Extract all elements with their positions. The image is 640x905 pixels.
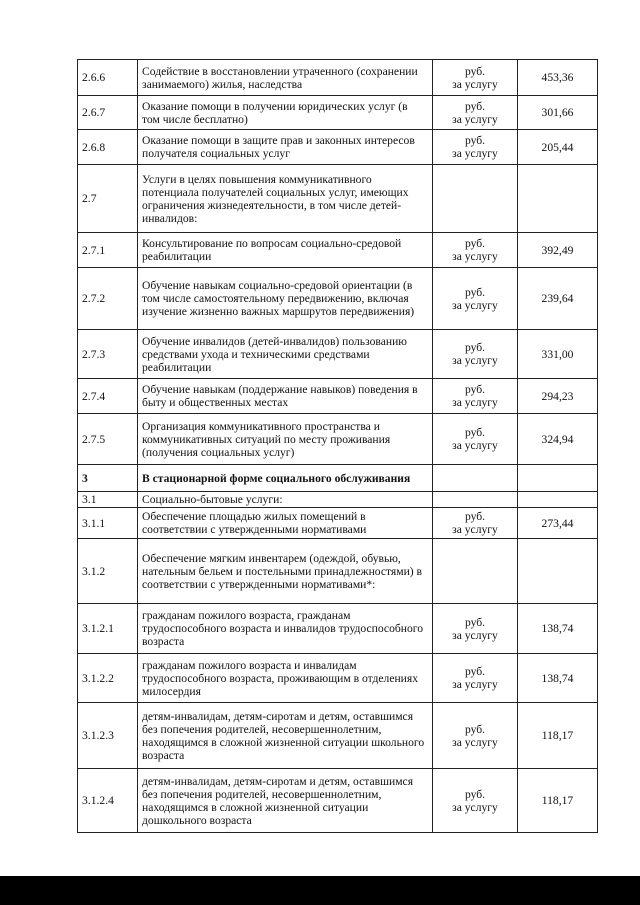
unit-per-service: за услугу xyxy=(452,112,498,126)
row-unit xyxy=(433,492,518,508)
table-row xyxy=(78,465,598,492)
row-number: 2.7.5 xyxy=(78,414,138,465)
row-unit xyxy=(433,268,518,330)
row-description: Оказание помощи в получении юридических услуг (в том числе бесплатно) xyxy=(138,96,433,130)
row-description: детям-инвалидам, детям-сиротам и детям, оставшимся без попечения родителей, несовершеннолетним, находящимся в сложной жизненной ситуации школьного возраста xyxy=(138,703,433,769)
unit-per-service: за услугу xyxy=(452,800,498,814)
table-row xyxy=(78,130,598,165)
row-unit xyxy=(433,130,518,165)
unit-currency: руб. xyxy=(464,99,486,113)
row-number: 3.1 xyxy=(78,492,138,508)
row-unit xyxy=(433,465,518,492)
unit-currency: руб. xyxy=(464,510,486,523)
row-unit xyxy=(433,414,518,465)
row-unit xyxy=(433,233,518,268)
table-row xyxy=(78,268,598,330)
row-unit xyxy=(433,508,518,539)
row-description: Организация коммуникативного пространства и коммуникативных ситуаций по месту проживания (получения социальных услуг) xyxy=(138,414,433,465)
row-number: 3.1.2 xyxy=(78,539,138,604)
unit-per-service: за услугу xyxy=(452,396,498,409)
row-price: 205,44 xyxy=(518,130,598,165)
row-description: Обеспечение мягким инвентарем (одеждой, обувью, нательным бельем и постельными принадлежностями) в соответствии с утвержденными нормативами*: xyxy=(138,539,433,604)
row-price: 453,36 xyxy=(518,60,598,96)
row-unit xyxy=(433,769,518,833)
row-number: 3.1.2.2 xyxy=(78,654,138,703)
table-row xyxy=(78,703,598,769)
unit-per-service: за услугу xyxy=(452,250,498,263)
row-number: 2.7.2 xyxy=(78,268,138,330)
unit-per-service: за услугу xyxy=(452,678,498,691)
row-number: 2.6.8 xyxy=(78,130,138,165)
row-unit xyxy=(433,96,518,130)
row-number: 2.6.7 xyxy=(78,96,138,130)
row-price: 118,17 xyxy=(518,769,598,833)
table-row xyxy=(78,492,598,508)
unit-currency: руб. xyxy=(464,665,486,678)
unit-currency: руб. xyxy=(464,285,486,299)
unit-currency: руб. xyxy=(464,341,486,354)
row-unit xyxy=(433,165,518,233)
row-unit xyxy=(433,330,518,379)
unit-currency: руб. xyxy=(464,383,486,396)
row-number: 3.1.2.3 xyxy=(78,703,138,769)
row-price: 118,17 xyxy=(518,703,598,769)
table-row xyxy=(78,508,598,539)
row-price: 239,64 xyxy=(518,268,598,330)
row-description: Консультирование по вопросам социально-средовой реабилитации xyxy=(138,233,433,268)
row-price xyxy=(518,539,598,604)
unit-currency: руб. xyxy=(464,722,486,736)
unit-per-service: за услугу xyxy=(452,147,498,160)
row-description: Содействие в восстановлении утраченного (сохранении занимаемого) жилья, наследства xyxy=(138,60,433,96)
row-number: 2.7 xyxy=(78,165,138,233)
row-price: 392,49 xyxy=(518,233,598,268)
row-number: 2.6.6 xyxy=(78,60,138,96)
row-number: 3.1.1 xyxy=(78,508,138,539)
row-unit xyxy=(433,379,518,414)
row-unit xyxy=(433,654,518,703)
table-row xyxy=(78,96,598,130)
row-number: 3.1.2.1 xyxy=(78,604,138,654)
row-price xyxy=(518,492,598,508)
row-description: Услуги в целях повышения коммуникативного потенциала получателей социальных услуг, имеющих ограничения жизнедеятельности, в том числе детей-инвалидов: xyxy=(138,165,433,233)
row-description: Обучение инвалидов (детей-инвалидов) пользованию средствами ухода и техническими средствами реабилитации xyxy=(138,330,433,379)
table-row xyxy=(78,539,598,604)
unit-per-service: за услугу xyxy=(452,77,498,91)
row-price: 138,74 xyxy=(518,604,598,654)
table-row xyxy=(78,165,598,233)
row-number: 3 xyxy=(78,465,138,492)
row-description: В стационарной форме социального обслуживания xyxy=(138,465,433,492)
table-row xyxy=(78,330,598,379)
row-description: Обеспечение площадью жилых помещений в соответствии с утвержденными нормативами xyxy=(138,508,433,539)
table-row xyxy=(78,233,598,268)
table-row xyxy=(78,604,598,654)
row-unit xyxy=(433,60,518,96)
unit-currency: руб. xyxy=(464,237,486,250)
row-description: Обучение навыкам (поддержание навыков) поведения в быту и общественных местах xyxy=(138,379,433,414)
row-price: 138,74 xyxy=(518,654,598,703)
row-number: 2.7.3 xyxy=(78,330,138,379)
row-price: 324,94 xyxy=(518,414,598,465)
table-row xyxy=(78,654,598,703)
row-price: 294,23 xyxy=(518,379,598,414)
unit-per-service: за услугу xyxy=(452,354,498,367)
unit-per-service: за услугу xyxy=(452,523,498,536)
row-number: 2.7.4 xyxy=(78,379,138,414)
table-row xyxy=(78,60,598,96)
row-price: 273,44 xyxy=(518,508,598,539)
unit-per-service: за услугу xyxy=(452,735,498,749)
unit-per-service: за услугу xyxy=(452,298,498,312)
row-unit xyxy=(433,604,518,654)
row-description: Социально-бытовые услуги: xyxy=(138,492,433,508)
unit-per-service: за услугу xyxy=(452,628,498,642)
row-unit xyxy=(433,703,518,769)
row-price: 331,00 xyxy=(518,330,598,379)
row-description: гражданам пожилого возраста и инвалидам трудоспособного возраста, проживающим в отделениях милосердия xyxy=(138,654,433,703)
unit-per-service: за услугу xyxy=(452,439,498,452)
table-row xyxy=(78,769,598,833)
scan-bottom-bar xyxy=(0,876,640,905)
row-number: 2.7.1 xyxy=(78,233,138,268)
row-price: 301,66 xyxy=(518,96,598,130)
unit-currency: руб. xyxy=(464,134,486,147)
tariff-table xyxy=(77,59,598,833)
row-description: Обучение навыкам социально-средовой ориентации (в том числе самостоятельному передвижению, включая изучение жизненно важных маршрутов передвижения) xyxy=(138,268,433,330)
table-row xyxy=(78,414,598,465)
row-description: Оказание помощи в защите прав и законных интересов получателя социальных услуг xyxy=(138,130,433,165)
row-price xyxy=(518,465,598,492)
row-unit xyxy=(433,539,518,604)
unit-currency: руб. xyxy=(464,787,486,801)
row-description: гражданам пожилого возраста, гражданам трудоспособного возраста и инвалидов трудоспособного возраста xyxy=(138,604,433,654)
row-description: детям-инвалидам, детям-сиротам и детям, оставшимся без попечения родителей, несовершеннолетним, находящимся в сложной жизненной ситуации дошкольного возраста xyxy=(138,769,433,833)
row-price xyxy=(518,165,598,233)
unit-currency: руб. xyxy=(464,615,486,629)
unit-currency: руб. xyxy=(464,426,486,439)
table-row xyxy=(78,379,598,414)
row-number: 3.1.2.4 xyxy=(78,769,138,833)
unit-currency: руб. xyxy=(464,64,486,78)
